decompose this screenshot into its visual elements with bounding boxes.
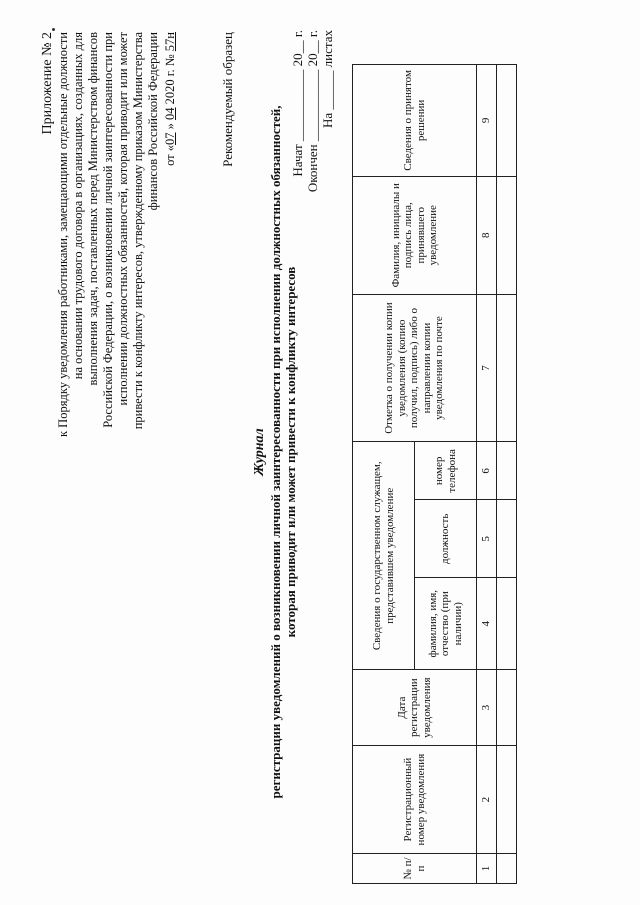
column-number: 4	[477, 578, 497, 670]
header-employee-group: Сведения о государственном служащем, представившем уведомление	[353, 442, 415, 670]
date-finished: Окончен ___________ 20__ г.	[305, 30, 320, 193]
journal-title-word: Журнал	[252, 428, 267, 476]
table-header-row	[353, 65, 415, 884]
table-cell	[497, 746, 517, 854]
header-decision: Сведения о принятом решении	[353, 65, 477, 177]
column-number-row	[477, 65, 497, 884]
table-cell	[497, 500, 517, 578]
table-cell	[497, 294, 517, 442]
header-phone: номер телефона	[415, 442, 477, 500]
appendix-line: финансов Российской Федерации	[146, 32, 160, 211]
appendix-line: исполнении должностных обязанностей, которая приводит или может	[116, 32, 130, 406]
column-number: 6	[477, 442, 497, 500]
rotated-document	[20, 12, 620, 892]
column-number: 5	[477, 500, 497, 578]
pages-count: На ______ листах	[320, 30, 335, 128]
table-cell	[497, 854, 517, 884]
order-day: 07	[163, 132, 177, 145]
header-reg-number: Регистрационный номер уведомления	[353, 746, 477, 854]
order-date	[163, 32, 178, 552]
appendix-number: Приложение № 2	[40, 32, 55, 135]
date-started: Начат ___________ 20__ г.	[290, 30, 305, 177]
table-row	[497, 65, 517, 884]
order-month: 04	[163, 107, 177, 120]
appendix-line: выполнения задач, поставленных перед Министерством финансов	[86, 32, 100, 386]
order-number: 57н	[163, 32, 177, 52]
column-number: 3	[477, 670, 497, 746]
appendix-line: привести к конфликту интересов, утвержденному приказом Министерства	[131, 32, 145, 430]
header-fio: фамилия, имя, отчество (при наличии)	[415, 578, 477, 670]
table-cell	[497, 670, 517, 746]
column-number: 9	[477, 65, 497, 177]
table-cell	[497, 176, 517, 294]
date-sep: »	[163, 123, 177, 130]
header-receiver: Фамилия, инициалы и подпись лица, принявшего уведомление	[353, 176, 477, 294]
journal-title-line: которая приводит или может привести к конфликту интересов	[283, 266, 298, 638]
appendix-line: Российской Федерации, о возникновении личной заинтересованности при	[101, 32, 115, 428]
column-number: 7	[477, 294, 497, 442]
header-copy-mark: Отметка о получении копии уведомления (копию получил, подпись) либо о направлении копии уведомления по почте	[353, 294, 477, 442]
order-year: 2020 г. №	[163, 54, 177, 105]
column-number: 8	[477, 176, 497, 294]
header-reg-date: Дата регистрации уведомления	[353, 670, 477, 746]
journal-dates	[290, 30, 335, 192]
header-num: № п/п	[353, 854, 477, 884]
table-cell	[497, 65, 517, 177]
journal-table	[352, 64, 517, 884]
appendix-line: на основании трудового договора в организациях, созданных для	[71, 32, 85, 380]
header-position: должность	[415, 500, 477, 578]
column-number: 2	[477, 746, 497, 854]
journal-title-line: регистрации уведомлений о возникновении личной заинтересованности при исполнении должностных обязанностей,	[268, 105, 283, 799]
appendix-block	[40, 32, 178, 552]
table-cell	[497, 442, 517, 500]
table-cell	[497, 578, 517, 670]
column-number: 1	[477, 854, 497, 884]
appendix-line: к Порядку уведомления работниками, замещающими отдельные должности	[56, 32, 70, 438]
date-prefix: от «	[163, 144, 177, 166]
recommended-sample-label: Рекомендуемый образец	[220, 32, 235, 167]
